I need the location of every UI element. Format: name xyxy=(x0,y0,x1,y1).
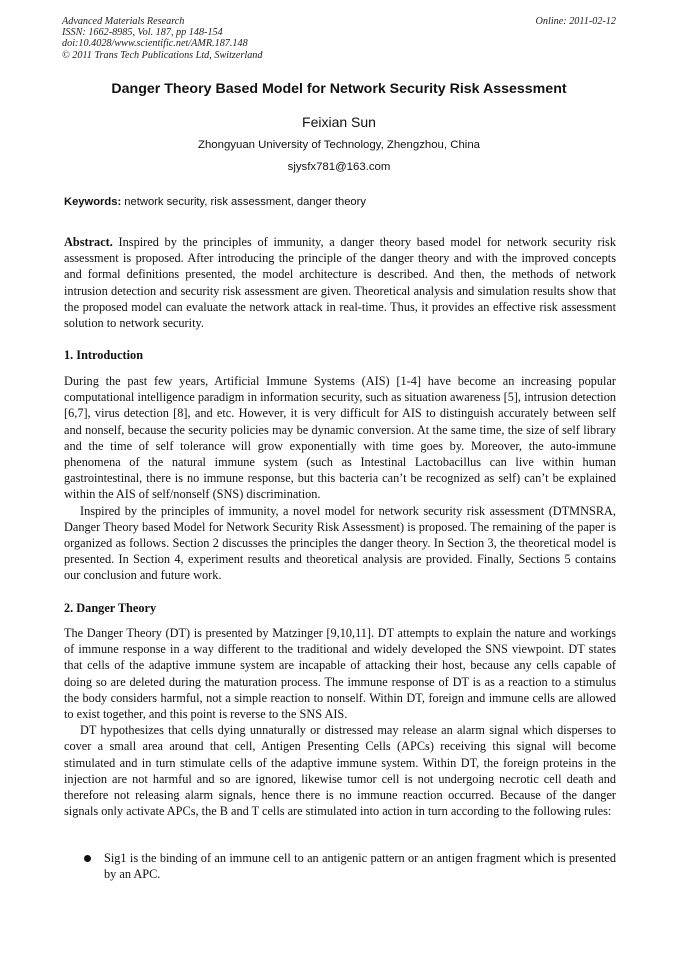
paragraph: Inspired by the principles of immunity, a novel model for network security risk assessment (DTMNSRA, Danger Theory based Model for Network Security Risk Assessment) is proposed. The remaining of the paper is organized as follows. Section 2 discusses the principles the danger theory. In Section 3, the theoretical model is presented. In Section 4, experiment results and theoretical analysis are provided. Finally, Sections 5 contains our conclusion and future work. xyxy=(64,503,616,583)
keywords-label: Keywords: xyxy=(64,196,122,208)
paper-title: Danger Theory Based Model for Network Security Risk Assessment xyxy=(111,81,567,97)
author-name: Feixian Sun xyxy=(302,114,376,130)
list-item-text: Sig1 is the binding of an immune cell to an antigenic pattern or an antigen fragment which is presented by an APC. xyxy=(104,851,616,882)
section-heading-danger-theory: 2. Danger Theory xyxy=(64,601,157,615)
copyright-line: © 2011 Trans Tech Publications Ltd, Switzerland xyxy=(62,49,263,61)
paragraph: DT hypothesizes that cells dying unnaturally or distressed may release an alarm signal which disperses to cover a small area around that cell, Antigen Presenting Cells (APCs) receiving this signal will become stimulated and in turn stimulate cells of the adaptive immune system. Within DT, the foreign proteins in the injection are not harmful and so are ignored, likewise tumor cell is not undergoing necrotic cell death and therefore not releasing alarm signals, hence there is no immune reaction occurred. Because of the danger signals only activate APCs, the B and T cells are stimulated into action in turn according to the following rules: xyxy=(64,723,616,819)
issn-line: ISSN: 1662-8985, Vol. 187, pp 148-154 xyxy=(62,27,223,39)
journal-header xyxy=(62,16,262,61)
introduction-body xyxy=(64,373,616,584)
list-item xyxy=(64,850,616,882)
bullet-icon xyxy=(84,855,91,862)
paragraph: During the past few years, Artificial Immune Systems (AIS) [1-4] have become an increasing popular computational intelligence paradigm in information security, such as situation awareness [5], intrusion detection [6,7], virus detection [8], and etc. However, it is very difficult for AIS to distinguish accurately between self and nonself, because the security policies may be dynamic conversion. At the same time, the size of self library and the time of self tolerance will grow exponentially with time goes by. Moreover, the auto-immune phenomena of the natural immune system (such as Intestinal Lactobacillus can live within human gastrointestinal, there is no immune response, but this bacteria can’t be recognized as self) can’t be explained within the AIS of self/nonself (SNS) discrimination. xyxy=(64,374,616,502)
danger-theory-body xyxy=(64,625,616,819)
paragraph: The Danger Theory (DT) is presented by Matzinger [9,10,11]. DT attempts to explain the nature and workings of immune response in a way different to the traditional and widely developed the SNS viewpoint. DT states that cells of the adaptive immune system are incapable of attacking their host, because any cells capable of doing so are deleted during the maturation process. The immune response of DT is as a reaction to a stimulus the body considers harmful, not a simple reaction to nonself. Within DT, foreign and immune cells are allowed to exist together, and this point is reverse to the SNS AIS. xyxy=(64,626,616,722)
online-date: Online: 2011-02-12 xyxy=(535,16,616,27)
author-affiliation: Zhongyuan University of Technology, Zhengzhou, China xyxy=(198,139,480,151)
keywords-text: network security, risk assessment, danger theory xyxy=(121,196,366,208)
section-heading-introduction: 1. Introduction xyxy=(64,348,144,362)
abstract-text: Inspired by the principles of immunity, a danger theory based model for network security risk assessment is proposed. After introducing the principle of the danger theory and with the improved concepts and formal definitions presented, the model architecture is described. And then, the methods of network intrusion detection and security risk assessment are given. Theoretical analysis and simulation results show that the proposed model can evaluate the network attack in real-time. Thus, it provides an effective risk assessment solution to network security. xyxy=(64,235,616,331)
keywords xyxy=(64,196,616,208)
journal-name: Advanced Materials Research xyxy=(62,16,185,27)
doi-line: doi:10.4028/www.scientific.net/AMR.187.148 xyxy=(62,38,248,50)
author-email: sjysfx781@163.com xyxy=(287,161,391,173)
abstract-label: Abstract. xyxy=(64,235,113,249)
abstract xyxy=(64,234,616,331)
